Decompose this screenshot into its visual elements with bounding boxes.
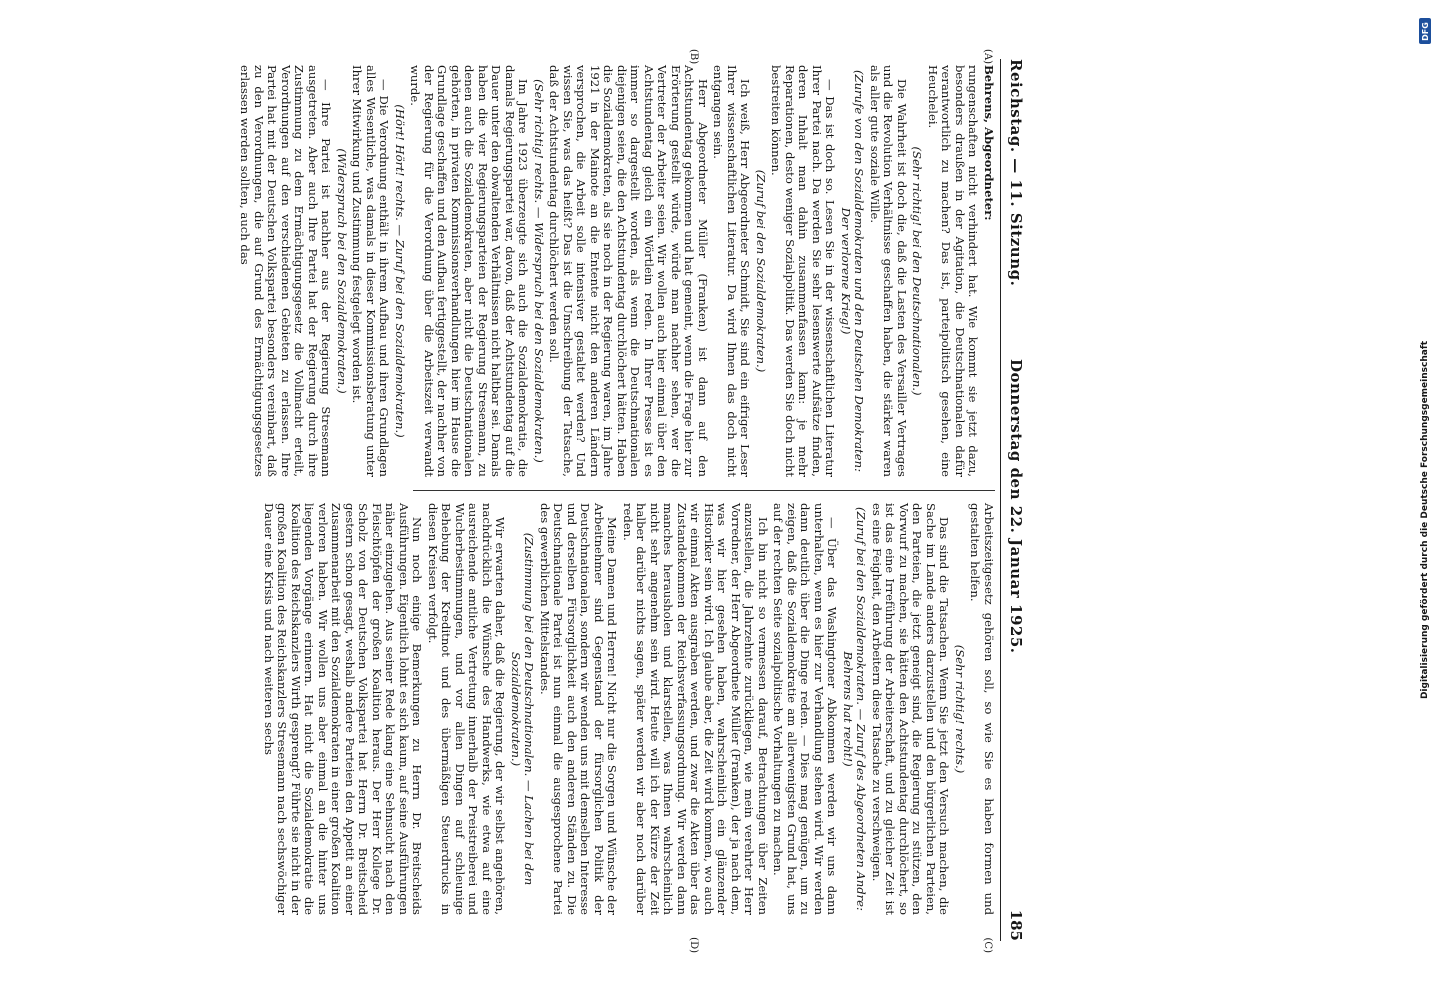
margin-mark-a: (A) — [982, 49, 993, 65]
interjection: (Hört! Hört! rechts. — Zuruf bei den Sozialdemokraten.) — [393, 104, 407, 438]
paragraph: — Ihre Partei ist nachher aus der Regierung Stresemann ausgetreten. Aber auch Ihre Partei hat der Regierung durch ihre Zustimmung zu dem Ermächtigungsgesetz die Vollmacht erteilt, Verordnungen auf den verschiedenen Gebieten zu erlassen. Ihre Partei hat mit der Deutschen Volkspartei besonders vereinbart, daß zu den Verordnungen, die auf Grund des Ermächtigungsgesetzes erlassen werden sollten, auch das — [238, 65, 334, 477]
paragraph: Die Wahrheit ist doch die, daß die Lasten des Versailler Vertrages und die Revolution Verhältnisse geschaffen haben, die stärker waren als aller gute soziale Wille. — [868, 65, 909, 477]
paragraph: Meine Damen und Herren! Nicht nur die Sorgen und Wünsche der Arbeitnehmer sind Gegenstand der fürsorglichen Politik der Deutschnationalen, sondern wir wenden uns mit demselben Interesse und derselben Fürsorglichkeit auch den anderen Ständen zu. Die Deutschnationale Partei ist nun einmal die ausgesprochene Partei des gewerblichen Mittelstandes. — [538, 503, 620, 915]
speaker-label: Behrens, Abgeordneter: — [982, 65, 996, 221]
header-rule — [1000, 59, 1001, 941]
interjection: (Zurufe von den Sozialdemokraten und den Deutschen Demokraten: Der verlorene Krieg!) — [839, 70, 867, 472]
paragraph: — Über das Washingtoner Abkommen werden wir uns dann unterhalten, wenn es hier zur Verhandlung stehen wird. Wir werden dann deutlich über die Dinge reden. — Dies mag genügen, um zu zeigen, daß die Sozialdemokratie am allerwenigsten Grund hat, uns auf der rechten Seite sozialpolitische Vorhaltungen zu machen. — [771, 503, 840, 915]
paragraph: Wir erwarten daher, daß die Regierung, der wir selbst angehören, nachdrücklich die Wünsche des Handwerks, wie etwa auf eine ausreichende amtliche Vertretung innerhalb der Preistreiberei und Wucherbestimmungen, und vor allen Dingen auf schleunige Behebung der Kreditnot und des übermäßigen Steuerdrucks in diesen Kreisen verfolgt. — [426, 503, 508, 915]
paragraph: Arbeitszeitgesetz gehören soll, so wie Sie es haben formen und gestalten helfen. — [968, 503, 996, 915]
paragraph: Ich weiß, Herr Abgeordneter Schmidt, Sie sind ein eifriger Leser Ihrer wissenschaftlichen Literatur. Da wird Ihnen das doch nicht entgangen sein. — [711, 65, 753, 477]
header-title: Reichstag. — 11. Sitzung. — [1007, 59, 1025, 287]
interjection: (Sehr richtig! bei den Deutschnationalen.) — [910, 146, 925, 396]
dfg-credit — [1418, 10, 1432, 990]
paragraph: Im Jahre 1923 überzeugte sich auch die Sozialdemokratie, die damals Regierungspartei war, davon, daß der Achtstundentag auf die Dauer unter den obwaltenden Verhältnissen nicht haltbar sei. Damals haben die vier Regierungsparteien der Regierung Stresemann, zu denen auch die Sozialdemokraten, aber nicht die Deutschnationalen gehörten, in privaten Kommissionsverhandlungen hier im Hause die Grundlage geschaffen und den Aufbau fertiggestellt, der nachher von der Regierung für die Verordnung über die Arbeitszeit verwandt wurde. — [408, 65, 531, 477]
page-number: 185 — [1007, 909, 1025, 941]
left-column — [238, 65, 996, 477]
paragraph: rungenschaften nicht verhindert hat. Wie kommt sie jetzt dazu, besonders draußen in der Agitation, die Deutschnationalen dafür verantwortlich zu machen? Das ist, parteipolitisch gesehen, eine Heuchelei. — [926, 65, 981, 477]
interjection: (Sehr richtig! rechts. — Widerspruch bei den Sozialdemokraten.) — [532, 79, 546, 463]
margin-mark-d: (D) — [688, 937, 699, 953]
dfg-logo: DFG — [1419, 18, 1431, 44]
interjection: (Zustimmung bei den Deutschnationalen. — Lachen bei den Sozialdemokraten.) — [509, 532, 537, 886]
credit-text: Digitalisierung gefördert durch die Deutsche Forschungsgemeinschaft — [1420, 340, 1430, 699]
right-column — [262, 503, 996, 915]
paragraph: — Die Verordnung enthält in ihrem Aufbau und ihren Grundlagen alles Wesentliche, was damals in dieser Kommissionsberatung unter Ihrer Mitwirkung und Zustimmung festgelegt worden ist. — [350, 65, 392, 477]
paragraph: Ich bin nicht so vermessen darauf, Betrachtungen über Zeiten anzustellen, die Jahrzehnte zurückliegen, wie mein verehrter Herr Vorredner, der Herr Abgeordnete Müller (Franken), der ja nach dem, was wir hier gesehen haben, wahrscheinlich ein glänzender Historiker sein wird. Ich glaube aber, die Zeit wird kommen, wo auch wir einmal Akten ausgraben werden, und zwar die Akten über das Zustandekommen der Reichsverfassungsordnung. Wir werden dann manches herausholen und klarstellen, was Ihnen wahrscheinlich nicht sehr angenehm sein wird. Heute will ich der Kürze der Zeit halber darüber nichts sagen, später werden wir aber noch darüber reden. — [621, 503, 770, 915]
margin-mark-b: (B) — [688, 49, 699, 65]
margin-mark-c: (C) — [982, 937, 993, 953]
paragraph: Nun noch einige Bemerkungen zu Herrn Dr. Breitscheids Ausführungen. Eigentlich lohnt es sich kaum, auf seine Ausführungen näher einzugehen. Aus seiner Rede klang eine Sehnsucht nach den Fleischtöpfen der großen Koalition heraus. Der Herr Kollege Dr. Scholz von der Deutschen Volkspartei hat Herrn Dr. Breitscheid gestern schon gesagt, weshalb andere Parteien den Appetit an einer Zusammenarbeit mit den Sozialdemokraten in einer großen Koalition verloren haben. Wir wollen uns aber einmal an die hinter uns liegenden Vorgänge erinnern. Hat nicht die Sozialdemokratie die Koalition des Reichskanzlers Wirth gesprengt? Führte sie nicht in der großen Koalition des Reichskanzlers Stresemann nach sechswöchiger Dauer eine Krisis und nach weiteren sechs — [262, 503, 425, 915]
paragraph: Herr Abgeordneter Müller (Franken) ist dann auf den Achtstundentag gekommen und hat gemeint, wenn die Frage hier zur Erörterung gestellt würde, würde man nachher sehen, wer die Vertreter der Arbeiter seien. Wir wollen auch hier einmal über den Achtstundentag gleich ein Wörtlein reden. In Ihrer Presse ist es immer so dargestellt worden, als wenn die Deutschnationalen diejenigen seien, die den Achtstundentag durchlöchert hätten. Haben die Sozialdemokraten, als sie noch in der Regierung waren, im Jahre 1921 in der Mainote an die Entente nicht den anderen Ländern versprochen, die Arbeit solle intensiver gestaltet werden? Und wissen Sie, was das heißt? Das ist die Umschreibung der Tatsache, daß der Achtstundentag durchlöchert werden soll. — [547, 65, 710, 477]
paragraph: Das sind die Tatsachen. Wenn Sie jetzt den Versuch machen, die Sache im Lande anders darzustellen und den bürgerlichen Parteien, den Parteien, die jetzt geneigt sind, die Regierung zu stützen, den Vorwurf zu machen, sie hätten den Achtstundentag durchlöchert, so ist das eine Irreführung der Arbeiterschaft, und zu gleicher Zeit ist es eine Feigheit, den Arbeitern diese Tatsache zu verschweigen. — [870, 503, 952, 915]
interjection: (Zuruf bei den Sozialdemokraten. — Zuruf des Abgeordneten Andre: Behrens hat recht!) — [841, 507, 869, 911]
header-date: Donnerstag den 22. Januar 1925. — [1007, 359, 1025, 654]
paragraph: — Das ist doch so. Lesen Sie in der wissenschaftlichen Literatur Ihrer Partei nach. Da werden Sie sehr lesenswerte Aufsätze finden, deren Inhalt man dahin zusammenfassen kann: je mehr Reparationen, desto weniger Sozialpolitik. Das werden Sie doch nicht bestreiten können. — [769, 65, 838, 477]
document-page — [238, 45, 1029, 955]
interjection: (Sehr richtig! rechts.) — [953, 644, 967, 774]
interjection: (Zuruf bei den Sozialdemokraten.) — [754, 169, 768, 373]
interjection: (Widerspruch bei den Sozialdemokraten.) — [335, 148, 349, 394]
column-divider — [413, 490, 995, 491]
page-header — [1003, 59, 1025, 941]
